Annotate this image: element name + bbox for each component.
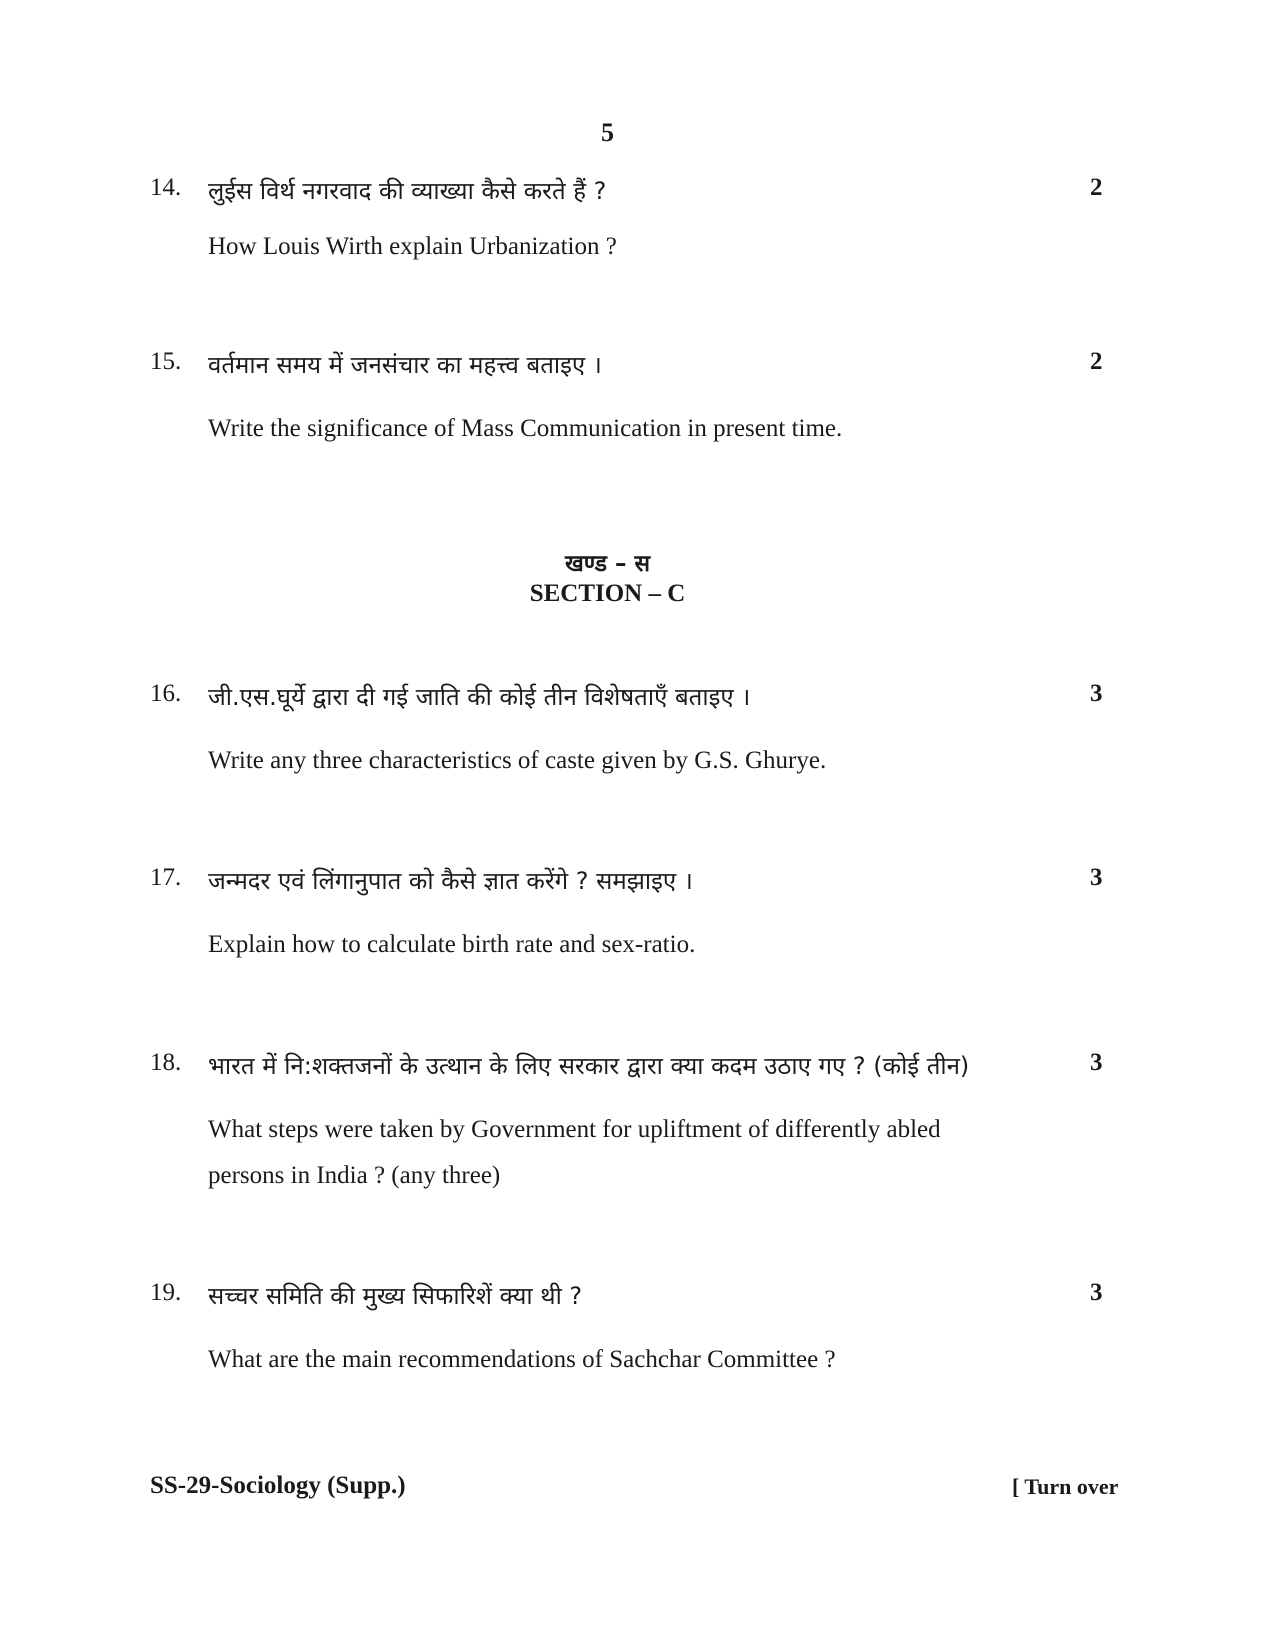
- question-hindi-text: भारत में नि:शक्तजनों के उत्थान के लिए सरकार द्वारा क्या कदम उठाए गए ? (कोई तीन): [208, 1052, 970, 1080]
- question-hindi-text: वर्तमान समय में जनसंचार का महत्त्व बताइए ।: [208, 351, 602, 379]
- question-hindi-text: जन्मदर एवं लिंगानुपात को कैसे ज्ञात करेंगे ? समझाइए ।: [208, 867, 693, 895]
- question-hindi-text: सच्चर समिति की मुख्य सिफारिशें क्या थी ?: [208, 1282, 583, 1310]
- question-marks: 3: [1090, 1279, 1103, 1306]
- turn-over-note: [ Turn over: [1012, 1474, 1119, 1499]
- question-number: 18.: [150, 1049, 182, 1076]
- question-english-text: Write any three characteristics of caste given by G.S. Ghurye.: [208, 747, 827, 774]
- question-marks: 3: [1090, 864, 1103, 891]
- question-hindi-text: जी.एस.घूर्ये द्वारा दी गई जाति की कोई तीन विशेषताएँ बताइए ।: [208, 683, 751, 711]
- question-english-text: Write the significance of Mass Communication in present time.: [208, 415, 843, 442]
- question-number: 16.: [150, 680, 182, 707]
- question-marks: 2: [1090, 174, 1103, 201]
- question-number: 17.: [150, 864, 182, 891]
- question-english-text: Explain how to calculate birth rate and sex-ratio.: [208, 931, 696, 958]
- question-marks: 3: [1090, 1049, 1103, 1076]
- question-number: 15.: [150, 348, 182, 375]
- question-english-text: What steps were taken by Government for upliftment of differently abled persons in India ? (any three): [208, 1116, 941, 1189]
- section-heading-hindi: खण्ड – स: [564, 551, 651, 577]
- question-hindi-text: लुईस विर्थ नगरवाद की व्याख्या कैसे करते हैं ?: [208, 177, 607, 205]
- question-marks: 2: [1090, 348, 1103, 375]
- question-english-text: How Louis Wirth explain Urbanization ?: [208, 233, 617, 260]
- question-marks: 3: [1090, 680, 1103, 707]
- section-heading-english: SECTION – C: [529, 580, 686, 607]
- question-number: 19.: [150, 1279, 182, 1306]
- paper-code: SS-29-Sociology (Supp.): [150, 1472, 406, 1499]
- page-number: 5: [601, 118, 614, 147]
- question-english-text: What are the main recommendations of Sachchar Committee ?: [208, 1346, 836, 1373]
- question-number: 14.: [150, 174, 182, 201]
